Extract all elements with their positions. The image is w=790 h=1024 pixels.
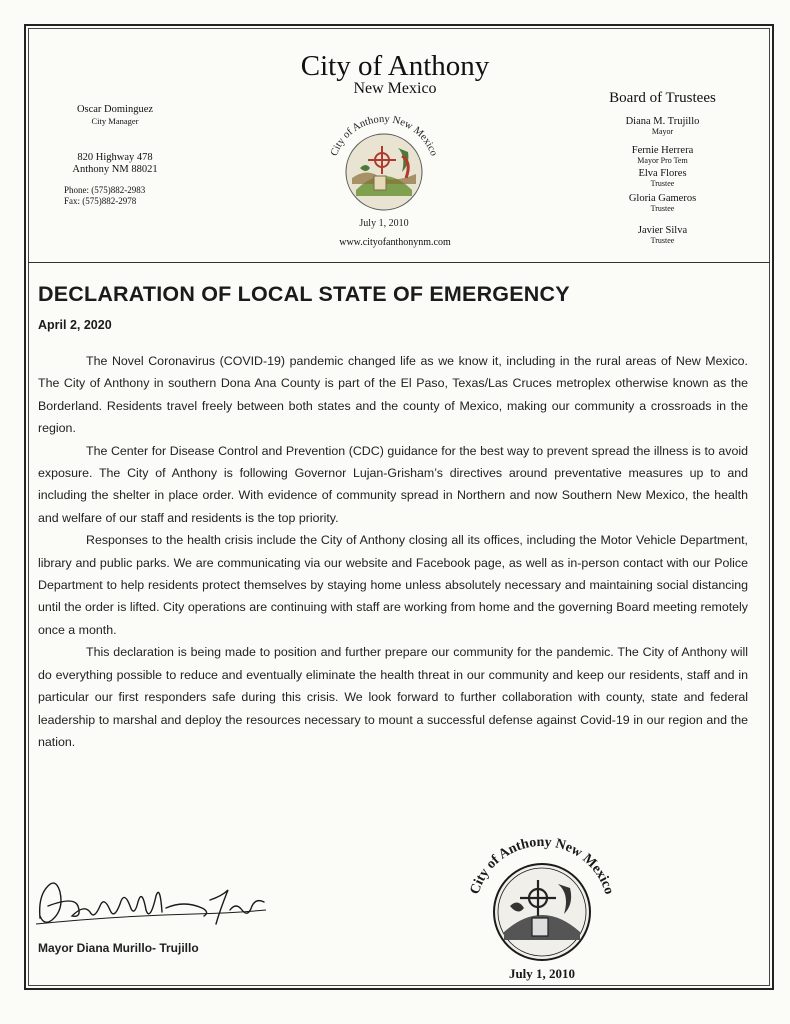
document-date: April 2, 2020 <box>38 318 112 332</box>
stamp-date-text: July 1, 2010 <box>508 966 576 981</box>
address-line-2: Anthony NM 88021 <box>72 164 158 175</box>
trustee-name: Fernie Herrera <box>631 145 694 156</box>
document-body <box>38 350 748 753</box>
fax-number: Fax: (575)882-2978 <box>64 196 137 206</box>
trustee-name: Diana M. Trujillo <box>625 116 700 127</box>
trustee-entry <box>580 145 745 165</box>
trustee-name: Elva Flores <box>638 168 687 179</box>
trustee-name: Gloria Gameros <box>628 193 697 204</box>
phone-number: Phone: (575)882-2983 <box>64 185 146 195</box>
city-subtitle: New Mexico <box>353 80 437 97</box>
trustee-role: Mayor Pro Tem <box>637 156 688 165</box>
city-seal-color <box>316 106 452 236</box>
trustee-role: Trustee <box>650 179 675 188</box>
city-seal-stamp <box>460 828 620 986</box>
board-title: Board of Trustees <box>609 90 716 106</box>
body-paragraph: This declaration is being made to position and further prepare our community for the pandemic. The City of Anthony will do everything possible to reduce and eventually eliminate the health threat in our community and keep our residents, staff and in particular our first responders safe during this crisis. We look forward to further collaboration with county, state and federal leadership to marshal and deploy the resources necessary to mount a successful defense against Covid-19 in our region and the nation. <box>38 645 748 749</box>
city-manager-role: City Manager <box>91 116 139 126</box>
city-title: City of Anthony <box>300 50 490 82</box>
trustee-entry <box>580 168 745 188</box>
body-paragraph: Responses to the health crisis include the City of Anthony closing all its offices, including the Motor Vehicle Department, library and public parks. We are communicating via our website and Facebook page, as well as in-person contact with our Police Department to help residents protect themselves by staying home unless absolutely necessary and maintaining social distancing until the order is lifted. City operations are continuing with staff are working from home and the governing Board meeting remotely once a month. <box>38 533 748 637</box>
address-block <box>40 152 190 176</box>
contact-block <box>64 185 214 207</box>
city-manager-name: Oscar Dominguez <box>76 104 154 115</box>
trustee-role: Mayor <box>651 127 674 136</box>
website-url: www.cityofanthonynm.com <box>339 237 451 248</box>
signatory-name: Mayor Diana Murillo- Trujillo <box>38 941 199 955</box>
body-paragraph: The Novel Coronavirus (COVID-19) pandemic changed life as we know it, including in the rural areas of New Mexico. The City of Anthony in southern Dona Ana County is part of the El Paso, Texas/Las Cruces metroplex otherwise known as the Borderland. Residents travel freely between both states and the county of Mexico, making our community a crossroads in the region. <box>38 354 748 436</box>
trustee-role: Trustee <box>650 236 675 245</box>
header-divider <box>28 262 770 263</box>
document-title: DECLARATION OF LOCAL STATE OF EMERGENCY <box>38 282 570 306</box>
seal-date-text: July 1, 2010 <box>359 218 409 229</box>
address-line-1: 820 Highway 478 <box>77 152 153 163</box>
mayor-signature <box>34 866 270 932</box>
trustee-name: Javier Silva <box>637 225 688 236</box>
trustee-entry <box>580 116 745 136</box>
trustee-role: Trustee <box>650 204 675 213</box>
trustee-entry <box>580 193 745 213</box>
seal-arc-text: City of Anthony New Mexico <box>328 113 440 158</box>
city-manager-block <box>40 104 190 126</box>
stamp-arc-text: City of Anthony New Mexico <box>467 834 617 897</box>
body-paragraph: The Center for Disease Control and Prevention (CDC) guidance for the best way to prevent spread the illness is to avoid exposure. The City of Anthony is following Governor Lujan-Grisham’s directives around preventative measures up to and including the shelter in place order. With evidence of community spread in Northern and now Southern New Mexico, the health and welfare of our staff and residents is the top priority. <box>38 443 748 525</box>
